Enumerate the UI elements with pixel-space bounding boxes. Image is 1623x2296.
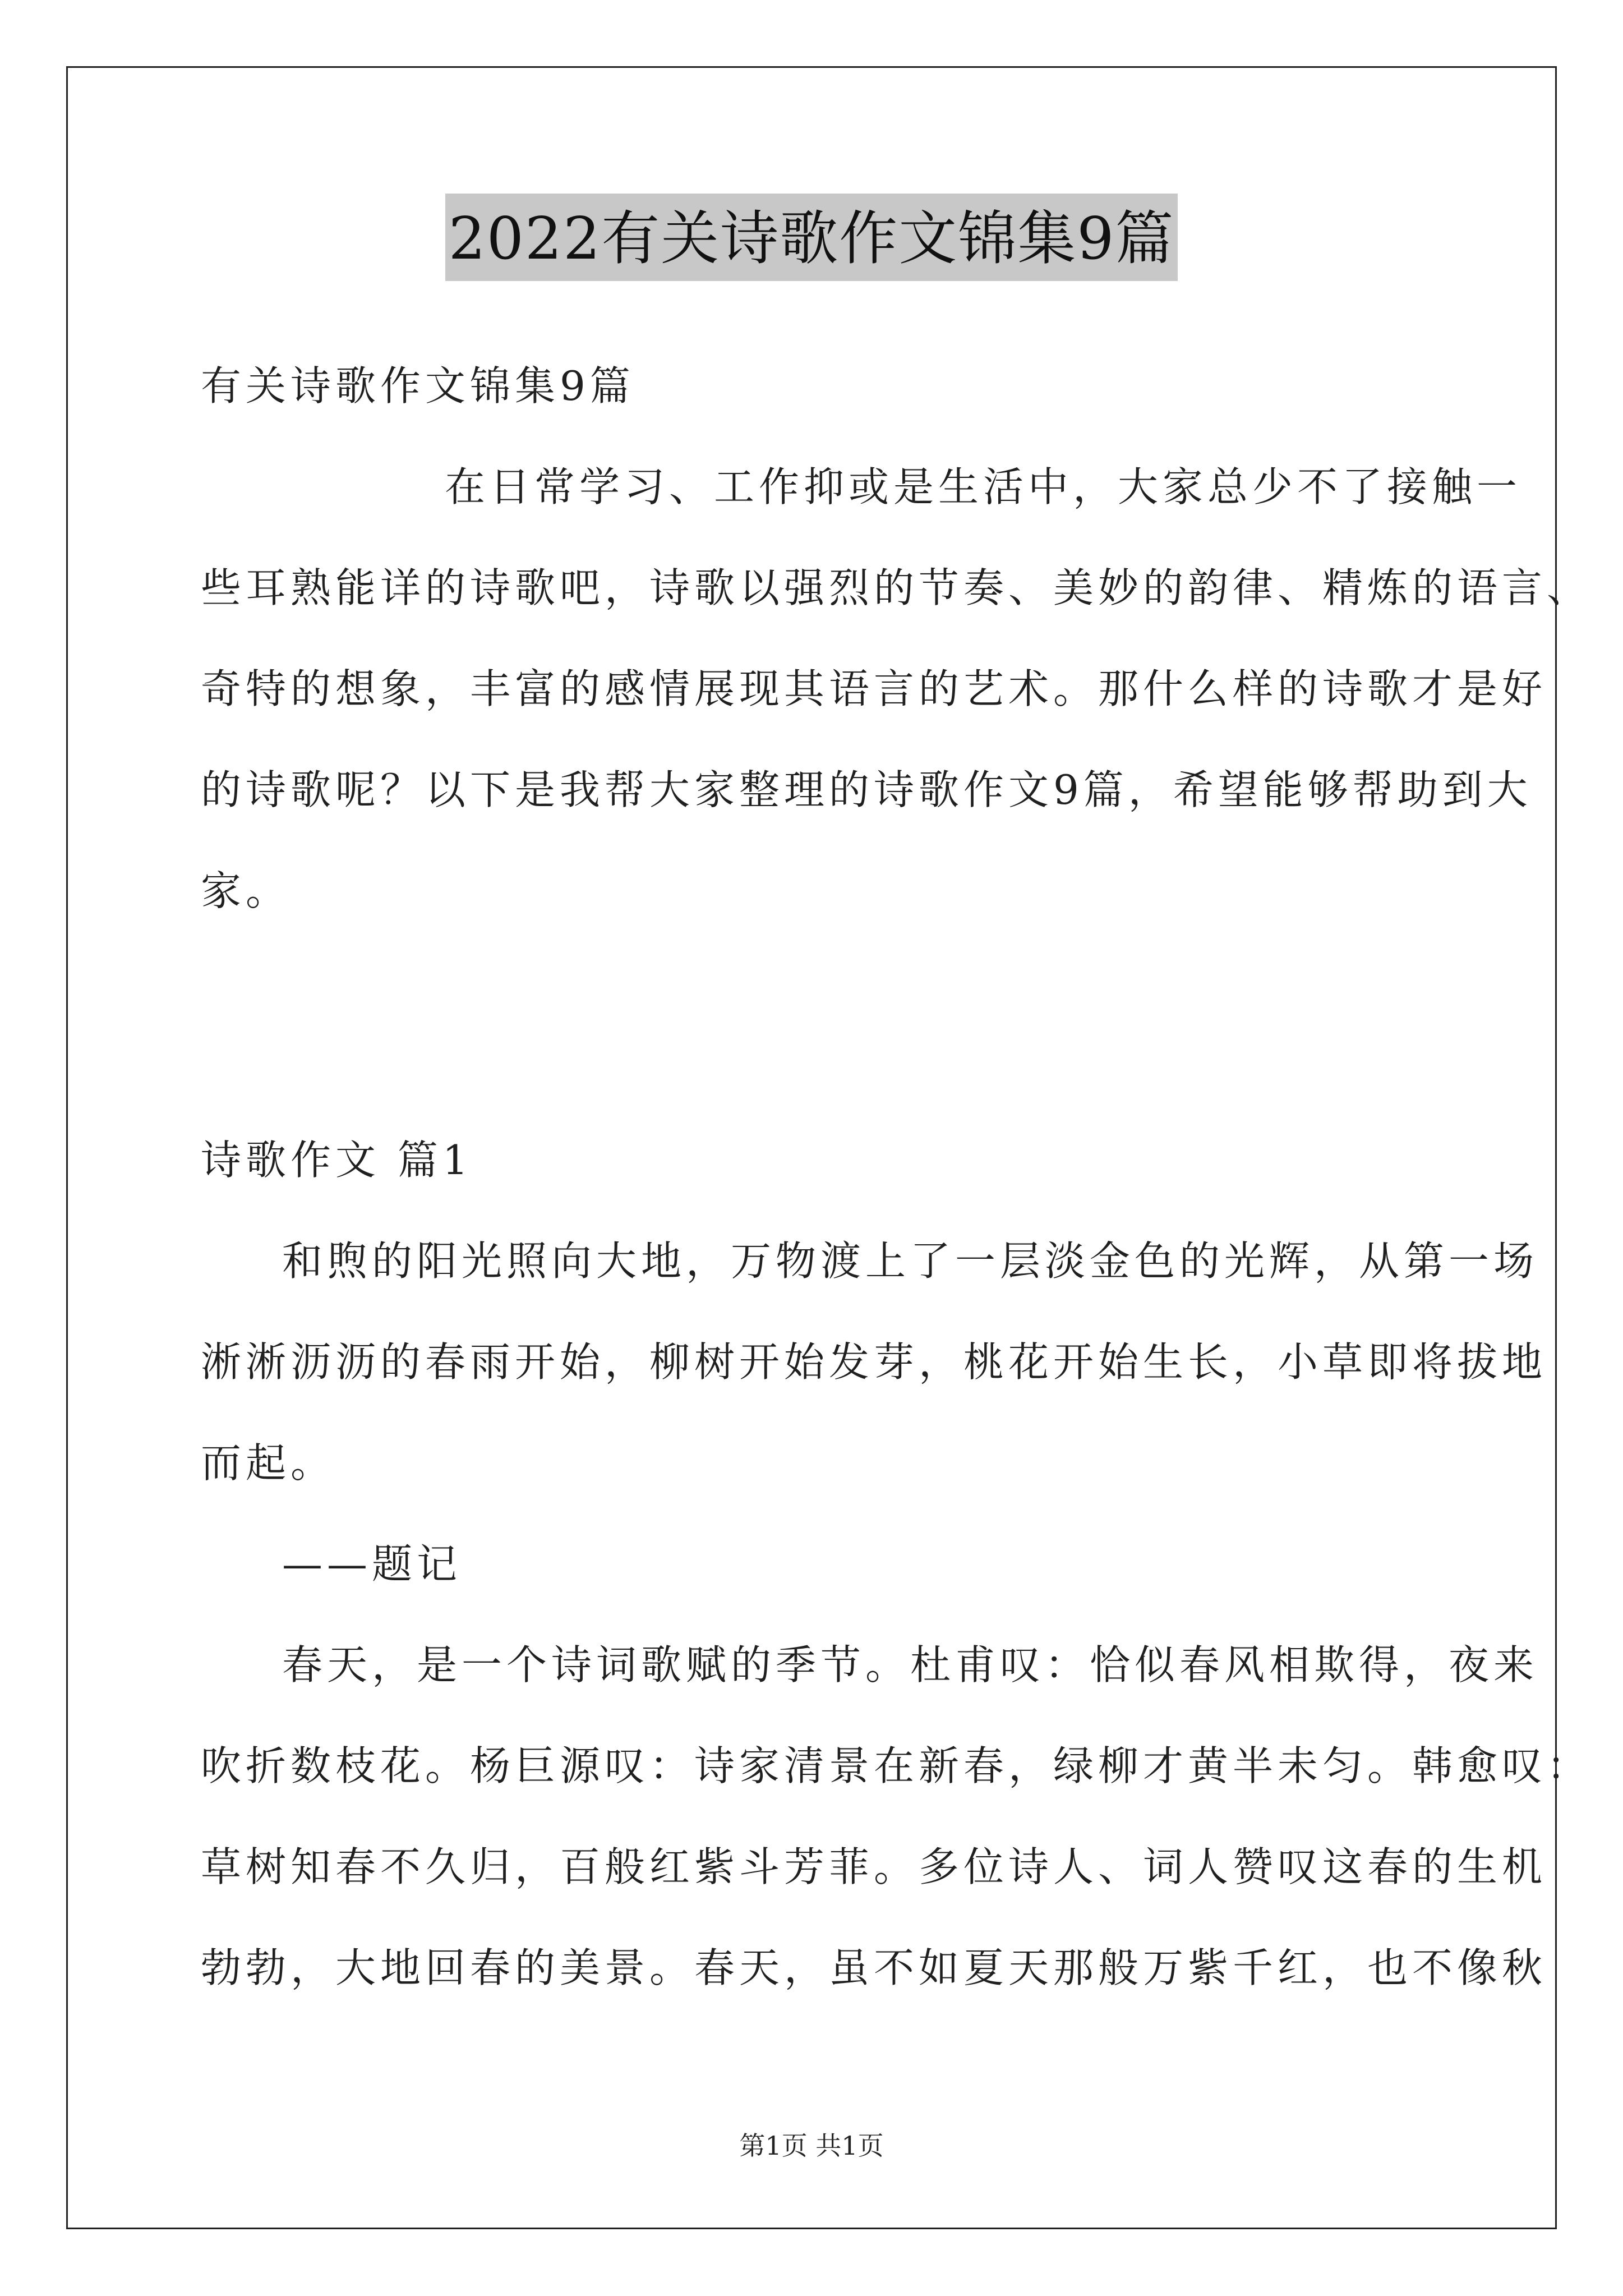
paragraph-line: 吹折数枝花。杨巨源叹：诗家清景在新春，绿柳才黄半未匀。韩愈叹： bbox=[201, 1742, 1592, 1789]
document-title: 2022有关诗歌作文锦集9篇 bbox=[445, 194, 1178, 281]
paragraph-line: 春天，是一个诗词歌赋的季节。杜甫叹：恰似春风相欺得，夜来 bbox=[282, 1641, 1539, 1688]
page-footer: 第1页 共1页 bbox=[739, 2131, 884, 2161]
section-heading: 诗歌作文 篇1 bbox=[201, 1137, 473, 1184]
paragraph-line: 在日常学习、工作抑或是生活中，大家总少不了接触一 bbox=[445, 463, 1522, 510]
paragraph-line: 而起。 bbox=[201, 1439, 336, 1487]
paragraph-line: 淅淅沥沥的春雨开始，柳树开始发芽，桃花开始生长，小草即将拔地 bbox=[201, 1338, 1547, 1386]
title-container bbox=[0, 194, 1623, 281]
paragraph-line: 勃勃，大地回春的美景。春天，虽不如夏天那般万紫千红，也不像秋 bbox=[201, 1944, 1547, 1991]
paragraph-line: 些耳熟能详的诗歌吧，诗歌以强烈的节奏、美妙的韵律、精炼的语言、 bbox=[201, 564, 1592, 611]
epigraph-attribution: ——题记 bbox=[282, 1540, 462, 1588]
subtitle-line: 有关诗歌作文锦集9篇 bbox=[201, 362, 635, 409]
paragraph-line: 草树知春不久归，百般红紫斗芳菲。多位诗人、词人赞叹这春的生机 bbox=[201, 1843, 1547, 1890]
paragraph-line: 和煦的阳光照向大地，万物渡上了一层淡金色的光辉，从第一场 bbox=[282, 1237, 1539, 1285]
paragraph-line: 家。 bbox=[201, 867, 291, 914]
paragraph-line: 奇特的想象，丰富的感情展现其语言的艺术。那什么样的诗歌才是好 bbox=[201, 665, 1547, 712]
paragraph-line: 的诗歌呢？以下是我帮大家整理的诗歌作文9篇，希望能够帮助到大 bbox=[201, 766, 1532, 813]
